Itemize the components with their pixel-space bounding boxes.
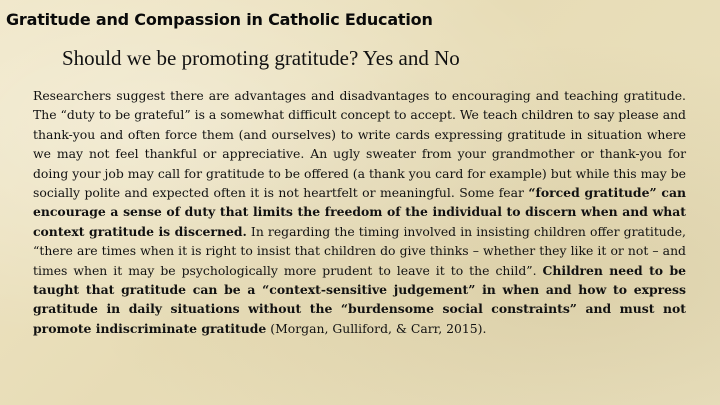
body-paragraph	[33, 86, 686, 338]
body-text-part-2: “forced gratitude” can encourage a sense of duty that limits the freedom of the individual to discern when and what context gratitude is discerned.	[33, 185, 687, 239]
slide-title: Gratitude and Compassion in Catholic Education	[6, 10, 433, 29]
citation: (Morgan, Gulliford, & Carr, 2015).	[266, 320, 487, 336]
body-text-part-3: In regarding the timing involved in insisting children offer gratitude, “there are times when it is right to insist that children do give thinks – whether they like it or not – and times when it may be psychologically more prudent to leave it to the child”.	[33, 223, 686, 278]
slide-subtitle: Should we be promoting gratitude? Yes and No	[62, 46, 460, 70]
body-text-part-1: Researchers suggest there are advantages and disadvantages to encouraging and teaching gratitude. The “duty to be grateful” is a somewhat difficult concept to accept. We teach children to say please and thank-you and often force them (and ourselves) to write cards expressing gratitude in situation where we may not feel thankful or appreciative. An ugly sweater from your grandmother or thank-you for doing your job may call for gratitude to be offered (a thank you card for example) but while this may be socially polite and expected often it is not heartfelt or meaningful. Some fear	[33, 88, 686, 201]
body-text-part-4: Children need to be taught that gratitude can be a “context-sensitive judgement” in when and how to express gratitude in daily situations without the “burdensome social constraints” and must not promote indiscriminate gratitude	[33, 262, 686, 336]
